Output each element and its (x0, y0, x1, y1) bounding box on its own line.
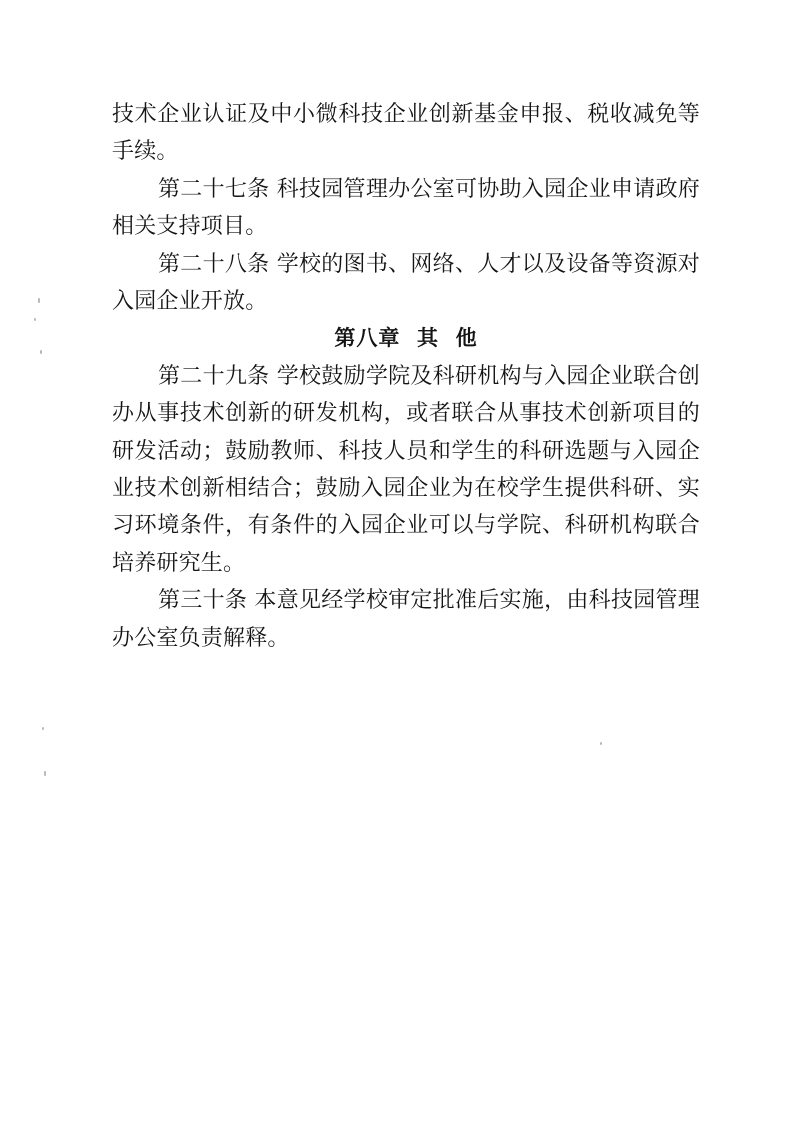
scan-speck (42, 727, 44, 730)
paragraph-article-27: 第二十七条 科技园管理办公室可协助入园企业申请政府相关支持项目。 (112, 176, 700, 240)
scan-speck (40, 350, 42, 354)
paragraph-continued: 技术企业认证及中小微科技企业创新基金申报、税收减免等手续。 (112, 102, 700, 165)
scan-speck (38, 298, 40, 303)
scan-speck (600, 742, 602, 745)
scan-speck (34, 318, 36, 321)
document-body (112, 96, 700, 657)
chapter-heading-text: 第八章 其 他 (334, 326, 478, 351)
paragraph-article-30: 第三十条 本意见经学校审定批准后实施，由科技园管理办公室负责解释。 (112, 588, 700, 651)
chapter-heading (112, 320, 700, 357)
scan-speck (44, 771, 46, 776)
paragraph-article-29: 第二十九条 学校鼓励学院及科研机构与入园企业联合创办从事技术创新的研发机构，或者联合从事技术创新项目的研发活动；鼓励教师、科技人员和学生的科研选题与入园企业技术创新相结合；鼓励入园企业为在校学生提供科研、实习环境条件，有条件的入园企业可以与学院、科研机构联合培养研究生。 (112, 363, 700, 576)
paragraph-article-28: 第二十八条 学校的图书、网络、人才以及设备等资源对入园企业开放。 (112, 251, 700, 315)
